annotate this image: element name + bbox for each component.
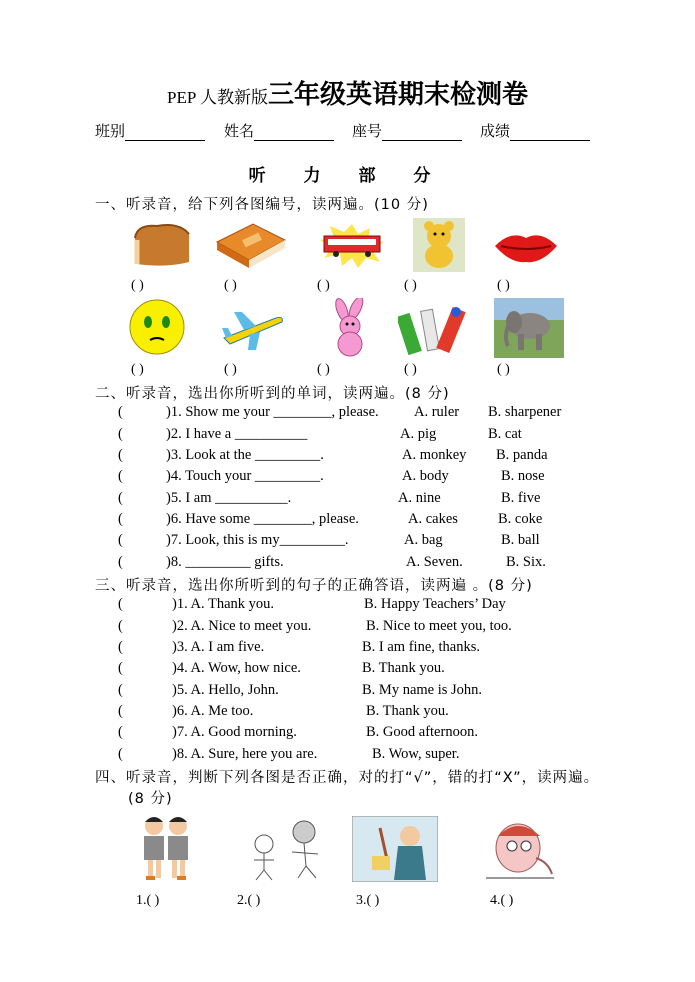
answer-paren[interactable]: ( (118, 618, 123, 634)
part1-answer-2[interactable]: ( ) (224, 278, 237, 293)
rabbit-picture (320, 298, 380, 360)
part1-answer-3[interactable]: ( ) (317, 278, 330, 293)
part2-heading: 二、听录音，选出你所听到的单词，读两遍。(8 分) (95, 386, 450, 402)
part1-answer-10[interactable]: ( ) (497, 362, 510, 377)
seat-field: 座号 (352, 120, 462, 141)
part1-answer-9[interactable]: ( ) (404, 362, 417, 377)
part4-answer-4[interactable]: 4.( ) (490, 893, 514, 908)
part1-answer-1[interactable]: ( ) (131, 278, 144, 293)
crayon-picture (398, 300, 470, 358)
part1-answer-4[interactable]: ( ) (404, 278, 417, 293)
teacher-picture (352, 816, 438, 882)
answer-paren[interactable]: ( (118, 660, 123, 676)
class-field: 班别 (95, 120, 205, 141)
answer-paren[interactable]: ( (118, 490, 123, 506)
answer-paren[interactable]: ( (118, 554, 123, 570)
title-prefix: PEP 人教新版 (167, 88, 268, 107)
score-input-line[interactable] (510, 126, 590, 141)
answer-paren[interactable]: ( (118, 724, 123, 740)
face-picture (128, 298, 186, 356)
part4-answer-3[interactable]: 3.( ) (356, 893, 380, 908)
boy-face-picture (484, 818, 556, 880)
name-field: 姓名 (224, 120, 334, 141)
bread-picture (127, 220, 199, 270)
two-students-picture (134, 812, 198, 884)
answer-paren[interactable]: ( (118, 682, 123, 698)
answer-paren[interactable]: ( (118, 639, 123, 655)
answer-paren[interactable]: ( (118, 703, 123, 719)
part1-answer-8[interactable]: ( ) (317, 362, 330, 377)
answer-paren[interactable]: ( (118, 511, 123, 527)
page-title (0, 74, 695, 111)
answer-paren[interactable]: ( (118, 447, 123, 463)
elephant-picture (494, 298, 564, 358)
answer-paren[interactable]: ( (118, 596, 123, 612)
name-input-line[interactable] (254, 126, 334, 141)
title-main: 三年级英语期末检测卷 (267, 80, 528, 110)
answer-paren[interactable]: ( (118, 404, 123, 420)
score-field: 成绩 (480, 120, 590, 141)
seat-input-line[interactable] (382, 126, 462, 141)
answer-paren[interactable]: ( (118, 532, 123, 548)
bus-picture (318, 222, 386, 268)
listening-section-title: 听 力 部 分 (248, 166, 447, 186)
part3-heading: 三、听录音，选出你所听到的句子的正确答语，读两遍 。(8 分) (95, 578, 533, 594)
answer-paren[interactable]: ( (118, 426, 123, 442)
mouth-picture (493, 228, 559, 264)
sketch-people-picture (244, 818, 336, 882)
plane-picture (220, 304, 286, 354)
part1-answer-7[interactable]: ( ) (224, 362, 237, 377)
part4-heading: 四、听录音，判断下列各图是否正确，对的打“√”，错的打“X”，读两遍。 (95, 770, 600, 786)
part4-heading-cont: (8 分) (128, 791, 173, 807)
class-input-line[interactable] (125, 126, 205, 141)
part4-answer-1[interactable]: 1.( ) (136, 893, 160, 908)
part4-answer-2[interactable]: 2.( ) (237, 893, 261, 908)
book-picture (213, 218, 289, 270)
answer-paren[interactable]: ( (118, 468, 123, 484)
teddy-bear-picture (413, 218, 465, 272)
answer-paren[interactable]: ( (118, 746, 123, 762)
part1-heading: 一、听录音，给下列各图编号，读两遍。(10 分) (95, 197, 429, 213)
part1-answer-5[interactable]: ( ) (497, 278, 510, 293)
part1-answer-6[interactable]: ( ) (131, 362, 144, 377)
